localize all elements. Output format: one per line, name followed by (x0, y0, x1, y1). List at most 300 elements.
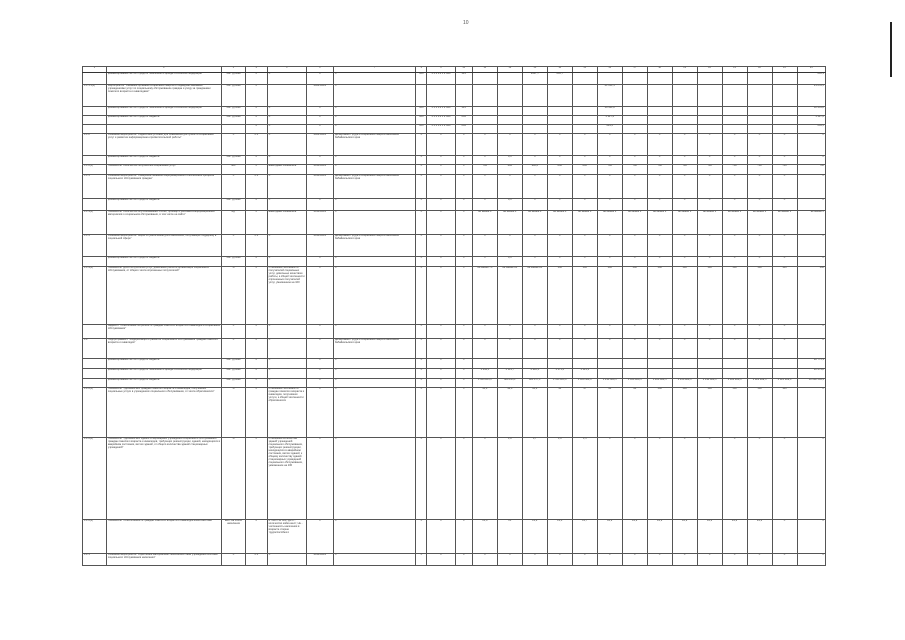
table-cell: X (747, 256, 772, 266)
table-cell: 97 (572, 387, 597, 437)
table-cell: X (647, 234, 672, 256)
table-cell: 244 (455, 115, 472, 124)
table-cell: X (522, 256, 547, 266)
table-cell: 2019-2024 (306, 553, 333, 565)
table-cell (83, 358, 107, 368)
table-cell: 1,6 (547, 437, 572, 519)
table-cell: X (267, 174, 306, 198)
table-cell: X (455, 378, 472, 387)
table-cell (722, 124, 747, 133)
table-cell: 1.1.4 (83, 234, 107, 256)
table-cell (572, 84, 597, 106)
table-cell (772, 106, 797, 115)
table-cell: X (267, 115, 306, 124)
table-cell: X (306, 115, 333, 124)
table-cell: не менее 2 (472, 210, 497, 234)
table-cell (472, 358, 497, 368)
table-cell: X (622, 174, 647, 198)
table-cell: 100 (772, 387, 797, 437)
table-row (83, 106, 826, 115)
table-cell: X (497, 338, 522, 358)
table-cell: X (455, 234, 472, 256)
table-cell: X (622, 198, 647, 210)
table-cell: тыс. рублей (222, 115, 246, 124)
table-cell: 1 1 0 P3 5 2 940 (427, 106, 455, 115)
table-cell: 2019-2024 (306, 164, 333, 174)
table-cell: X (547, 553, 572, 565)
table-cell: X (722, 553, 747, 565)
table-cell: X (306, 387, 333, 437)
table-cell (455, 84, 472, 106)
column-number-cell: 8 (416, 67, 427, 73)
table-cell: 2417,7 (522, 72, 547, 84)
table-cell: X (306, 519, 333, 553)
table-cell: X (222, 133, 246, 155)
table-cell: X (333, 378, 416, 387)
table-cell: X (333, 266, 416, 324)
table-cell: 24,9 (747, 519, 772, 553)
table-cell: К / Нн x 10 000, где К - количество койко-мест; Нн - численность населения в возрасте старше трудоспособного (267, 519, 306, 553)
table-cell (772, 84, 797, 106)
table-cell: тыс. рублей (222, 106, 246, 115)
table-cell: 21,4 (547, 519, 572, 553)
table-cell (647, 368, 672, 378)
table-row (83, 338, 826, 358)
table-cell: 1 326 969,5 (622, 378, 647, 387)
table-cell: X (747, 338, 772, 358)
table-cell: 100 (647, 387, 672, 437)
table-cell: тыс. рублей (222, 378, 246, 387)
table-row (83, 256, 826, 266)
table-cell: X (245, 210, 267, 234)
table-cell: X (547, 256, 572, 266)
table-cell: 21 651,5 (597, 84, 622, 106)
table-cell: X (416, 338, 427, 358)
table-cell: X (522, 155, 547, 164)
table-cell: тыс. рублей (222, 368, 246, 378)
table-cell: X (772, 338, 797, 358)
table-cell: X (747, 133, 772, 155)
table-cell: 1 188 502,3 (572, 378, 597, 387)
table-cell: X (747, 155, 772, 164)
table-cell: X (797, 174, 826, 198)
table-cell: X (455, 210, 472, 234)
table-cell: тыс. рублей (222, 256, 246, 266)
table-cell: финансирование за счет средств бюджета (106, 378, 221, 387)
table-cell: X (416, 387, 427, 437)
table-cell: 1,7 (522, 437, 547, 519)
table-row (83, 519, 826, 553)
table-cell: X (267, 72, 306, 84)
table-cell: финансирование за счет средств бюджета (106, 198, 221, 210)
table-cell: 800 (547, 164, 572, 174)
table-cell: 1.1.4(1) (83, 266, 107, 324)
table-cell: Показатель "Удельный вес зданий стационарных учреждений социального обслуживания граждан пожилого возраста и инвалидов, требующих реконструкции, зданий, находящихся в аварийном состоянии, ветхих зданий, от общего количества зданий стационарных учреждений" (106, 437, 221, 519)
table-cell: X (455, 338, 472, 358)
table-cell: не менее 2 (597, 210, 622, 234)
table-cell (522, 115, 547, 124)
table-cell (522, 358, 547, 368)
table-cell: 100 (572, 266, 597, 324)
table-cell (83, 256, 107, 266)
table-cell: X (416, 437, 427, 519)
table-cell: X (572, 324, 597, 338)
table-cell (622, 124, 647, 133)
table-cell (547, 358, 572, 368)
table-cell: X (797, 133, 826, 155)
table-cell (697, 106, 722, 115)
table-cell: X (333, 519, 416, 553)
table-row (83, 324, 826, 338)
column-number-cell: 2 (106, 67, 221, 73)
column-number-cell: 5 (267, 67, 306, 73)
table-cell: X (333, 324, 416, 338)
table-cell (547, 106, 572, 115)
table-cell: 0,0 (497, 256, 522, 266)
table-cell: X (622, 234, 647, 256)
table-cell: X (333, 72, 416, 84)
table-cell: X (772, 256, 797, 266)
table-cell: тыс. рублей (222, 84, 246, 106)
table-row (83, 72, 826, 84)
table-cell (83, 72, 107, 84)
table-cell: 21 651,5 (797, 84, 826, 106)
table-cell: X (472, 198, 497, 210)
table-cell (772, 358, 797, 368)
table-cell: X (697, 256, 722, 266)
table-cell: 1 318 969,5 (697, 378, 722, 387)
table-cell: 1 1 0 P3 5 2 940 (427, 72, 455, 84)
table-cell: X (416, 324, 427, 338)
table-cell: не менее 75 (472, 266, 497, 324)
table-cell: X (245, 84, 267, 106)
table-cell: 000 (416, 124, 427, 133)
table-cell: X (647, 174, 672, 198)
table-cell: X (222, 338, 246, 358)
column-number-cell: 18 (647, 67, 672, 73)
column-number-cell: 16 (597, 67, 622, 73)
table-cell: 1 066 205,1 (472, 378, 497, 387)
table-cell (497, 358, 522, 368)
table-row (83, 358, 826, 368)
table-cell: 21,0 (472, 519, 497, 553)
column-number-cell: 19 (672, 67, 697, 73)
table-row (83, 84, 826, 106)
table-cell: финансирование за счет средств бюджета (106, 115, 221, 124)
table-cell: X (455, 553, 472, 565)
table-cell: чел. (222, 164, 246, 174)
table-cell: 1 121,7 (497, 368, 522, 378)
table-cell: 100 (622, 266, 647, 324)
table-cell: X (306, 368, 333, 378)
table-cell: X (797, 519, 826, 553)
table-cell: X (416, 164, 427, 174)
table-cell: X (797, 324, 826, 338)
table-cell: X (333, 256, 416, 266)
column-number-cell: 6 (306, 67, 333, 73)
table-cell (497, 115, 522, 124)
table-cell: X (455, 437, 472, 519)
table-cell: 1 1 0 P3 5 2 940 (427, 115, 455, 124)
column-number-cell: 10 (455, 67, 472, 73)
table-cell: 96 (547, 387, 572, 437)
table-cell (572, 106, 597, 115)
column-number-cell: 15 (572, 67, 597, 73)
table-cell (697, 358, 722, 368)
table-cell: X (797, 155, 826, 164)
table-cell: X (416, 234, 427, 256)
table-cell (572, 115, 597, 124)
table-cell: X (597, 256, 622, 266)
table-cell: 000 (416, 106, 427, 115)
table-cell: 700 (697, 164, 722, 174)
table-cell: X (472, 174, 497, 198)
table-cell: X (597, 155, 622, 164)
table-cell: X (697, 133, 722, 155)
table-cell: 24,9 (697, 519, 722, 553)
table-cell: X (245, 124, 267, 133)
table-cell (572, 72, 597, 84)
table-row (83, 553, 826, 565)
table-cell: X (672, 234, 697, 256)
table-cell: Департамент труда и социальной защиты населения Забайкальского края (333, 234, 416, 256)
table-cell: X (672, 198, 697, 210)
table-cell: X (497, 553, 522, 565)
table-cell: X (333, 84, 416, 106)
table-cell: X.1 (245, 553, 267, 565)
table-cell: мест на 10000 населения (222, 519, 246, 553)
table-cell (722, 358, 747, 368)
table-cell (267, 84, 306, 106)
table-cell: X (306, 155, 333, 164)
table-cell: 18 461,8 (597, 106, 622, 115)
table-cell (83, 198, 107, 210)
table-cell (647, 358, 672, 368)
table-cell: 100 (747, 387, 772, 437)
table-cell: X (747, 198, 772, 210)
table-cell: финансирование за счет средств бюджета (106, 256, 221, 266)
table-cell: 1.2.0(3) (83, 519, 107, 553)
table-cell: 244,5 (797, 124, 826, 133)
table-cell: X (267, 324, 306, 338)
table-cell: X (597, 198, 622, 210)
table-cell: X (547, 133, 572, 155)
table-cell: не менее 2 (547, 210, 572, 234)
table-cell: 2022-2024 (306, 133, 333, 155)
table-cell: X (245, 378, 267, 387)
table-cell: X (267, 124, 306, 133)
table-cell: X (267, 198, 306, 210)
table-cell: 10 082 594,4 (797, 378, 826, 387)
table-cell (547, 124, 572, 133)
table-cell: 1.2 (83, 338, 107, 358)
table-cell: X (572, 155, 597, 164)
table-cell: 700 (672, 164, 697, 174)
table-cell: X (572, 256, 597, 266)
table-cell (747, 115, 772, 124)
table-cell: 98 (622, 387, 647, 437)
table-row (83, 115, 826, 124)
table-cell: 1.2.0(2) (83, 437, 107, 519)
table-cell: тыс. рублей (222, 198, 246, 210)
table-cell (622, 115, 647, 124)
column-number-cell: 7 (333, 67, 416, 73)
table-cell: 1 1 0 P3 5 2 940 (427, 124, 455, 133)
table-cell: 0,0 (497, 155, 522, 164)
table-cell: X (547, 234, 572, 256)
table-cell: X (672, 133, 697, 155)
table-cell: X (245, 155, 267, 164)
table-cell: Департамент труда и социальной защиты населения Забайкальского края (333, 338, 416, 358)
page-edge-mark (890, 22, 892, 77)
table-cell: X (622, 437, 647, 519)
table-cell: X (797, 338, 826, 358)
table-cell: X (427, 519, 455, 553)
table-cell: X (455, 519, 472, 553)
table-cell: X (672, 437, 697, 519)
table-cell: 21,7 (572, 519, 597, 553)
table-cell: X (455, 387, 472, 437)
table-cell: X (647, 133, 672, 155)
table-cell: 21,2 (522, 519, 547, 553)
table-cell: 100 (672, 266, 697, 324)
table-cell: X (647, 198, 672, 210)
table-cell (672, 124, 697, 133)
table-cell: ед. (222, 210, 246, 234)
table-cell (722, 84, 747, 106)
table-cell: X (647, 324, 672, 338)
table-row (83, 155, 826, 164)
table-cell: 700 (722, 164, 747, 174)
table-cell: X (522, 324, 547, 338)
table-cell: 244 (455, 124, 472, 133)
table-cell: X (427, 437, 455, 519)
table-cell: X (416, 519, 427, 553)
table-cell: 24,9 (622, 519, 647, 553)
table-cell: Отношение численности получателей социальных услуг, довольных качеством работы, к общей численности опрошенных получателей услуг, умноженное на 100 (267, 266, 306, 324)
table-cell: X (672, 338, 697, 358)
table-cell: не менее 2 (797, 210, 826, 234)
table-cell (722, 72, 747, 84)
table-cell: 18 461,8 (797, 106, 826, 115)
table-cell: 800 (572, 164, 597, 174)
table-cell: X (333, 368, 416, 378)
table-cell: не менее 2 (672, 210, 697, 234)
table-cell (747, 84, 772, 106)
table-cell: X (306, 72, 333, 84)
table-cell: X (472, 324, 497, 338)
table-cell: X (722, 155, 747, 164)
table-cell: X (222, 174, 246, 198)
table-cell (522, 84, 547, 106)
table-cell: X (333, 155, 416, 164)
table-cell: X (597, 338, 622, 358)
table-cell: X (597, 437, 622, 519)
table-cell: X (333, 553, 416, 565)
table-cell: Департамент труда и социальной защиты населения Забайкальского края (333, 174, 416, 198)
table-cell: 94,2 (522, 387, 547, 437)
table-cell: X (797, 553, 826, 565)
table-cell (497, 124, 522, 133)
table-cell: тыс. рублей (222, 72, 246, 84)
table-cell: 1.1.3 (83, 174, 107, 198)
column-number-cell: 24 (797, 67, 826, 73)
table-cell: Основное мероприятие "Меры по увеличению доли населения, получающих поддержку в социальной сфере" (106, 234, 221, 256)
table-row (83, 124, 826, 133)
table-row (83, 266, 826, 324)
table-cell: X (772, 234, 797, 256)
table-cell: 100 (722, 387, 747, 437)
table-cell: 700 (772, 164, 797, 174)
table-cell: 2019-2024 (306, 210, 333, 234)
table-cell (83, 115, 107, 124)
table-cell: 4 926,0 (522, 368, 547, 378)
table-cell: не менее 2 (647, 210, 672, 234)
table-cell: 100 (547, 266, 572, 324)
table-cell: 700 (472, 164, 497, 174)
table-cell: X (747, 234, 772, 256)
table-cell: X (306, 358, 333, 368)
table-cell: X (497, 234, 522, 256)
table-cell: X (427, 155, 455, 164)
table-cell: не менее 80 (522, 266, 547, 324)
table-cell: X (747, 174, 772, 198)
table-cell: не менее 2 (497, 210, 522, 234)
table-cell: не менее 2 (722, 210, 747, 234)
table-cell: X (416, 198, 427, 210)
table-cell: X (416, 553, 427, 565)
table-cell: X (416, 368, 427, 378)
table-cell: X (572, 234, 597, 256)
table-cell (597, 358, 622, 368)
table-cell: X (267, 234, 306, 256)
table-cell: X.1 (245, 234, 267, 256)
table-cell (106, 124, 221, 133)
table-cell: X (497, 324, 522, 338)
table-cell: 100 (722, 266, 747, 324)
table-cell: X (333, 115, 416, 124)
table-cell: X.1 (245, 174, 267, 198)
table-cell: X (747, 437, 772, 519)
table-cell: X (472, 256, 497, 266)
table-cell: X (427, 266, 455, 324)
table-cell: 1 115 405,0 (547, 378, 572, 387)
table-cell (647, 106, 672, 115)
table-cell: X (797, 437, 826, 519)
table-cell: X (697, 437, 722, 519)
column-number-cell: 23 (772, 67, 797, 73)
table-cell: 800 (497, 164, 522, 174)
table-cell (497, 72, 522, 84)
table-cell: X (722, 133, 747, 155)
column-number-cell: 22 (747, 67, 772, 73)
table-cell: X (333, 164, 416, 174)
table-cell: 24,9 (672, 519, 697, 553)
table-cell: 1 121,3 (572, 368, 597, 378)
table-cell: Мероприятие "Оказание органами социальной защиты и подведомственными учреждениями услуг по социальному обслуживанию граждан и уходу за гражданами пожилого возраста и инвалидами" (106, 84, 221, 106)
column-number-cell: 14 (547, 67, 572, 73)
table-cell: 100 (747, 266, 772, 324)
table-cell: X (572, 198, 597, 210)
table-cell: X (333, 210, 416, 234)
table-cell (572, 124, 597, 133)
table-cell: Показатель "Обеспеченность граждан пожилого возраста и инвалидов койко-местами" (106, 519, 221, 553)
table-cell: X (416, 266, 427, 324)
table-cell (472, 72, 497, 84)
table-cell: X (722, 174, 747, 198)
table-cell: Показатель "Количество опубликованных статей, брошюр и рекламно-информационных материалов о социальном обслуживании, в том числе на сайте" (106, 210, 221, 234)
table-cell: X (597, 234, 622, 256)
